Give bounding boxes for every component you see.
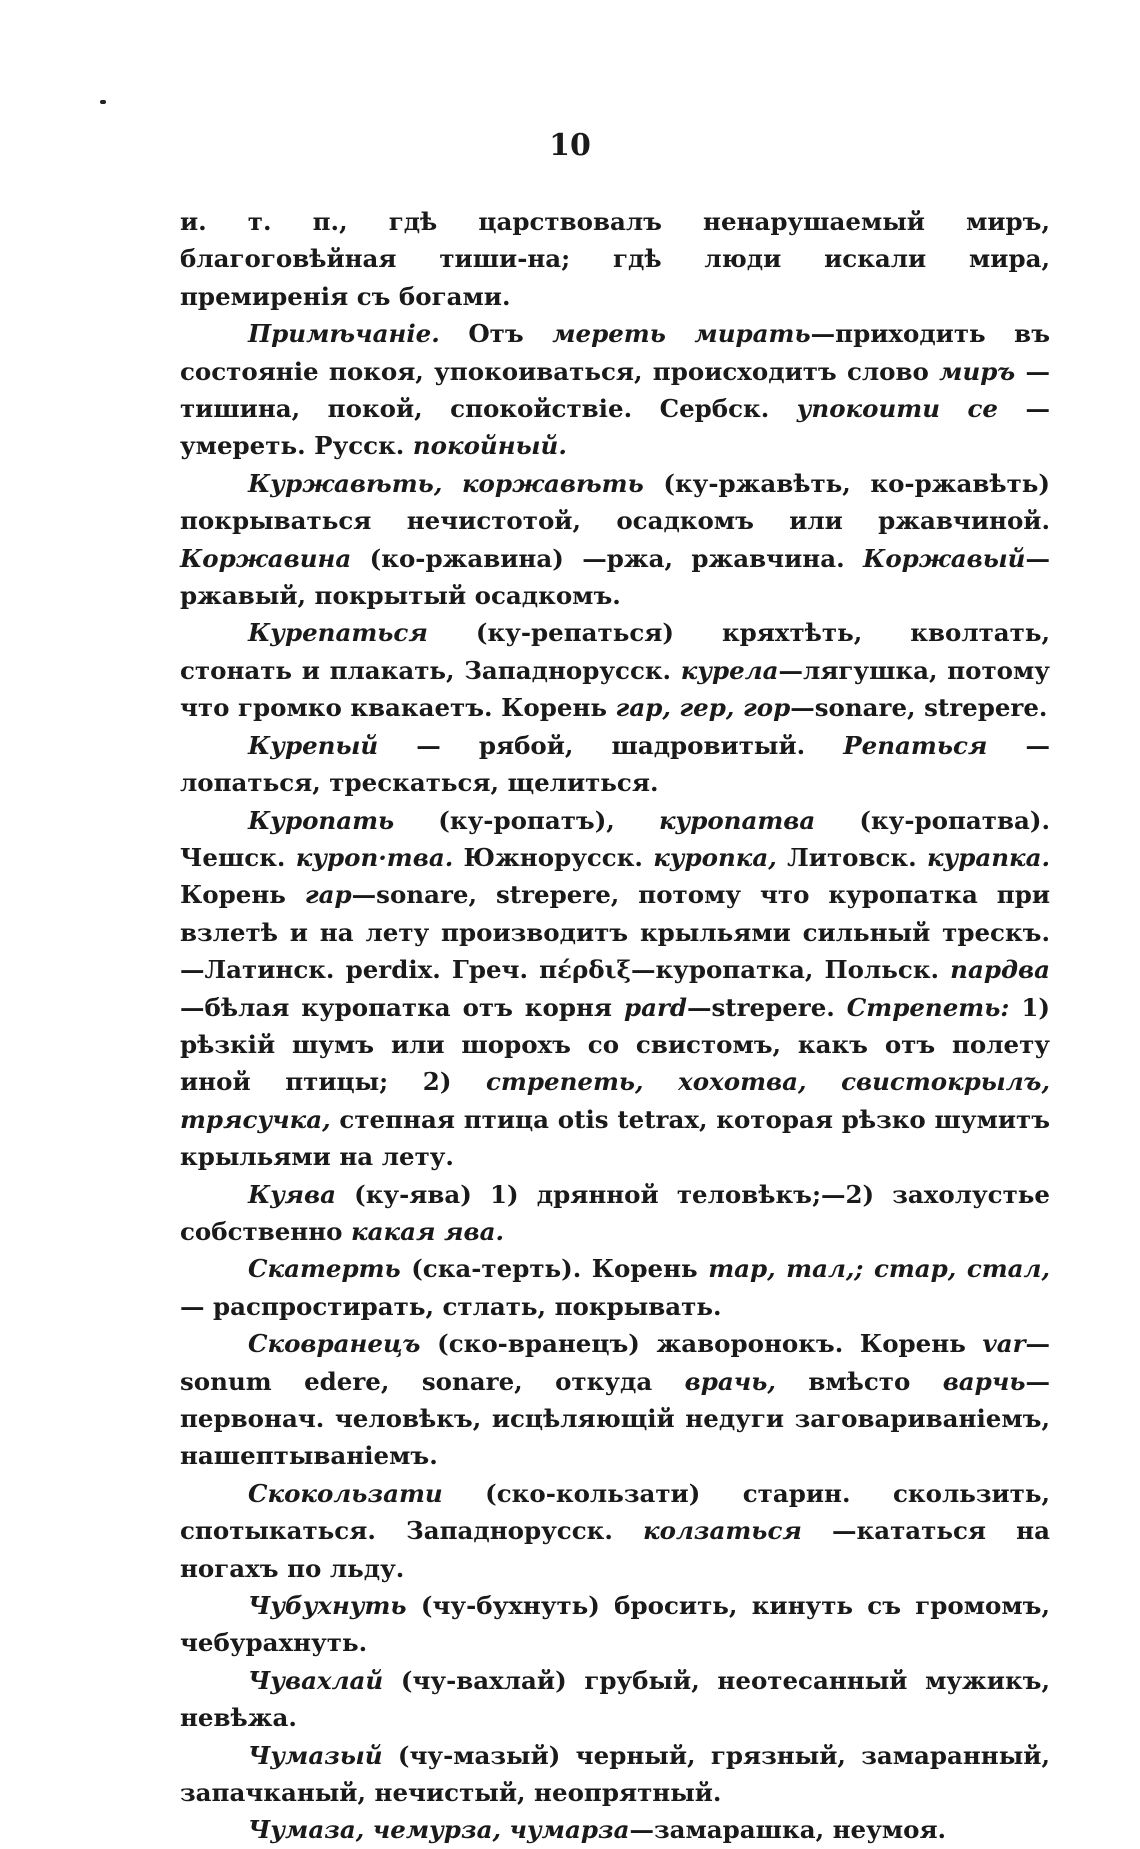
- text-run: (ско-кользати) старин. скользить, спотыкаться. Западнорусск.: [180, 1478, 1050, 1546]
- text-run: —тишина, покой, спокойствіе. Сербск.: [180, 356, 1050, 424]
- paragraph: [180, 802, 1050, 1176]
- italic-term: куроп·тва.: [295, 842, 454, 872]
- italic-term: Скокользати: [248, 1478, 443, 1508]
- italic-term: Стрепеть:: [846, 992, 1010, 1022]
- italic-term: Скатерть: [248, 1254, 401, 1284]
- text-run: —бѣлая куропатка отъ корня: [180, 992, 624, 1022]
- text-run: (чу-мазый) черный, грязный, замаранный, запачканый, нечистый, неопрятный.: [180, 1740, 1050, 1808]
- paragraph: [180, 315, 1050, 465]
- italic-term: Репаться: [843, 730, 988, 760]
- italic-term: pard: [623, 992, 687, 1022]
- paragraph: [180, 1176, 1050, 1251]
- paragraph: [180, 1325, 1050, 1475]
- text-run: 1) рѣзкій шумъ или шорохъ со свистомъ, какъ отъ полету иной птицы; 2): [180, 992, 1050, 1097]
- italic-term: Чумаза, чемурза, чумарза: [248, 1815, 630, 1845]
- italic-term: Кyява: [248, 1179, 336, 1209]
- italic-term: Чумазый: [248, 1740, 383, 1770]
- text-run: Корень: [180, 880, 305, 910]
- italic-term: врачь,: [684, 1366, 776, 1396]
- text-run: — лопаться, трескаться, щелиться.: [180, 730, 1050, 798]
- text-run: —sonare, strepere, потому что куропатка при взлетѣ и на лету производитъ крыльями сильный трескъ.—Латинск. perdix. Греч. πέρδιξ—куропатка, Польск.: [180, 880, 1051, 985]
- italic-term: Примѣчаніе.: [248, 319, 440, 349]
- italic-term: гар, гер, гор: [615, 693, 791, 723]
- italic-term: гар: [304, 880, 352, 910]
- italic-term: покойный.: [412, 431, 567, 461]
- italic-term: Курепаться: [248, 618, 428, 648]
- text-run: (ку-репаться) кряхтѣть, кволтать, стонать и плакать, Западнорусск.: [180, 618, 1050, 685]
- text-run: —sonare, strepere.: [790, 693, 1048, 723]
- text-run: Отъ: [439, 319, 553, 349]
- text-run: (ко-ржавина) —ржа, ржавчина.: [351, 543, 864, 573]
- text-run: —первонач. человѣкъ, исцѣляющій недуги заговариваніемъ, нашептываніемъ.: [180, 1366, 1050, 1471]
- page-number: 10: [549, 128, 591, 163]
- paragraph: [180, 727, 1050, 802]
- text-run: — распростирать, стлать, покрывать.: [180, 1291, 722, 1321]
- text-run: —умереть. Русск.: [180, 394, 1050, 461]
- italic-term: упокоити се: [796, 394, 999, 424]
- paragraph: [180, 614, 1050, 726]
- text-run: Литовск.: [776, 842, 927, 872]
- text-run: —strepere.: [686, 992, 847, 1022]
- italic-term: Коржавый: [863, 543, 1026, 573]
- italic-term: куропатва: [658, 805, 816, 835]
- italic-term: какая ява.: [351, 1216, 504, 1246]
- text-run: (чу-вахлай) грубый, неотесанный мужикъ, невѣжа.: [180, 1665, 1050, 1733]
- italic-term: тар, тал,; стар, стал,: [708, 1254, 1051, 1284]
- paragraph: [180, 1662, 1050, 1737]
- paragraph: [180, 1811, 1050, 1848]
- text-run: и. т. п., гдѣ царствовалъ ненарушаемый миръ, благоговѣйная тиши-на; гдѣ люди искали мира, премиренія съ богами.: [180, 207, 1050, 311]
- text-run: —замарашка, неумоя.: [629, 1815, 947, 1845]
- text-run: (ку-ропатва). Чешск.: [180, 805, 1050, 872]
- italic-term: Чувахлай: [248, 1665, 384, 1695]
- italic-term: варчь: [942, 1366, 1026, 1396]
- text-run: —приходить въ состояніе покоя, упокоиваться, происходитъ слово: [180, 319, 1050, 386]
- paragraph: [180, 1737, 1050, 1812]
- text-run: (ку-ропатъ),: [394, 805, 659, 835]
- italic-term: стрепеть, хохотва, свистокрылъ, трясучка,: [180, 1067, 1050, 1134]
- italic-term: мереть мирать: [552, 319, 811, 349]
- text-run: —sonum edere, sonare, откуда: [180, 1329, 1050, 1396]
- text-run: (ку-ява) 1) дрянной теловѣкъ;—2) захолустье собственно: [180, 1179, 1050, 1246]
- body-text: [180, 203, 1050, 1849]
- italic-term: колзаться: [643, 1516, 802, 1546]
- italic-term: Коржавина: [180, 543, 352, 573]
- paragraph: [180, 465, 1050, 615]
- text-run: —ржавый, покрытый осадкомъ.: [180, 543, 1050, 611]
- text-run: —кататься на ногахъ по льду.: [180, 1516, 1050, 1583]
- text-run: (ска-терть). Корень: [400, 1254, 709, 1284]
- paragraph: [180, 1250, 1050, 1325]
- italic-term: Курепый: [248, 730, 379, 760]
- text-run: (ско-вранецъ) жаворонокъ. Корень: [420, 1329, 983, 1359]
- text-run: — рябой, шадровитый.: [378, 730, 844, 760]
- text-run: Южнорусск.: [453, 842, 654, 872]
- paragraph: [180, 1587, 1050, 1662]
- italic-term: куропка,: [653, 842, 777, 872]
- text-run: (чу-бухнуть) бросить, кинуть съ громомъ, чебурахнуть.: [180, 1591, 1050, 1658]
- italic-term: миръ: [939, 356, 1016, 386]
- text-run: вмѣсто: [775, 1366, 943, 1396]
- italic-term: Куржавѣть, коржавѣть: [248, 468, 644, 498]
- text-run: (ку-ржавѣть, ко-ржавѣть) покрываться нечистотой, осадкомъ или ржавчиной.: [180, 468, 1050, 536]
- text-run: —лягушка, потому что громко квакаетъ. Корень: [180, 655, 1050, 723]
- italic-term: курапка.: [926, 842, 1050, 872]
- italic-term: var: [982, 1329, 1026, 1359]
- italic-term: Сковранецъ: [248, 1329, 421, 1359]
- italic-term: Чубухнуть: [248, 1591, 407, 1621]
- italic-term: Куропать: [248, 805, 395, 835]
- italic-term: курела: [680, 655, 779, 685]
- paragraph: [180, 203, 1050, 315]
- text-run: степная птица otis tetrax, которая рѣзко шумитъ крыльями на лету.: [180, 1104, 1050, 1172]
- paragraph: [180, 1475, 1050, 1587]
- ink-speck: [100, 100, 106, 104]
- italic-term: пардва: [950, 955, 1050, 985]
